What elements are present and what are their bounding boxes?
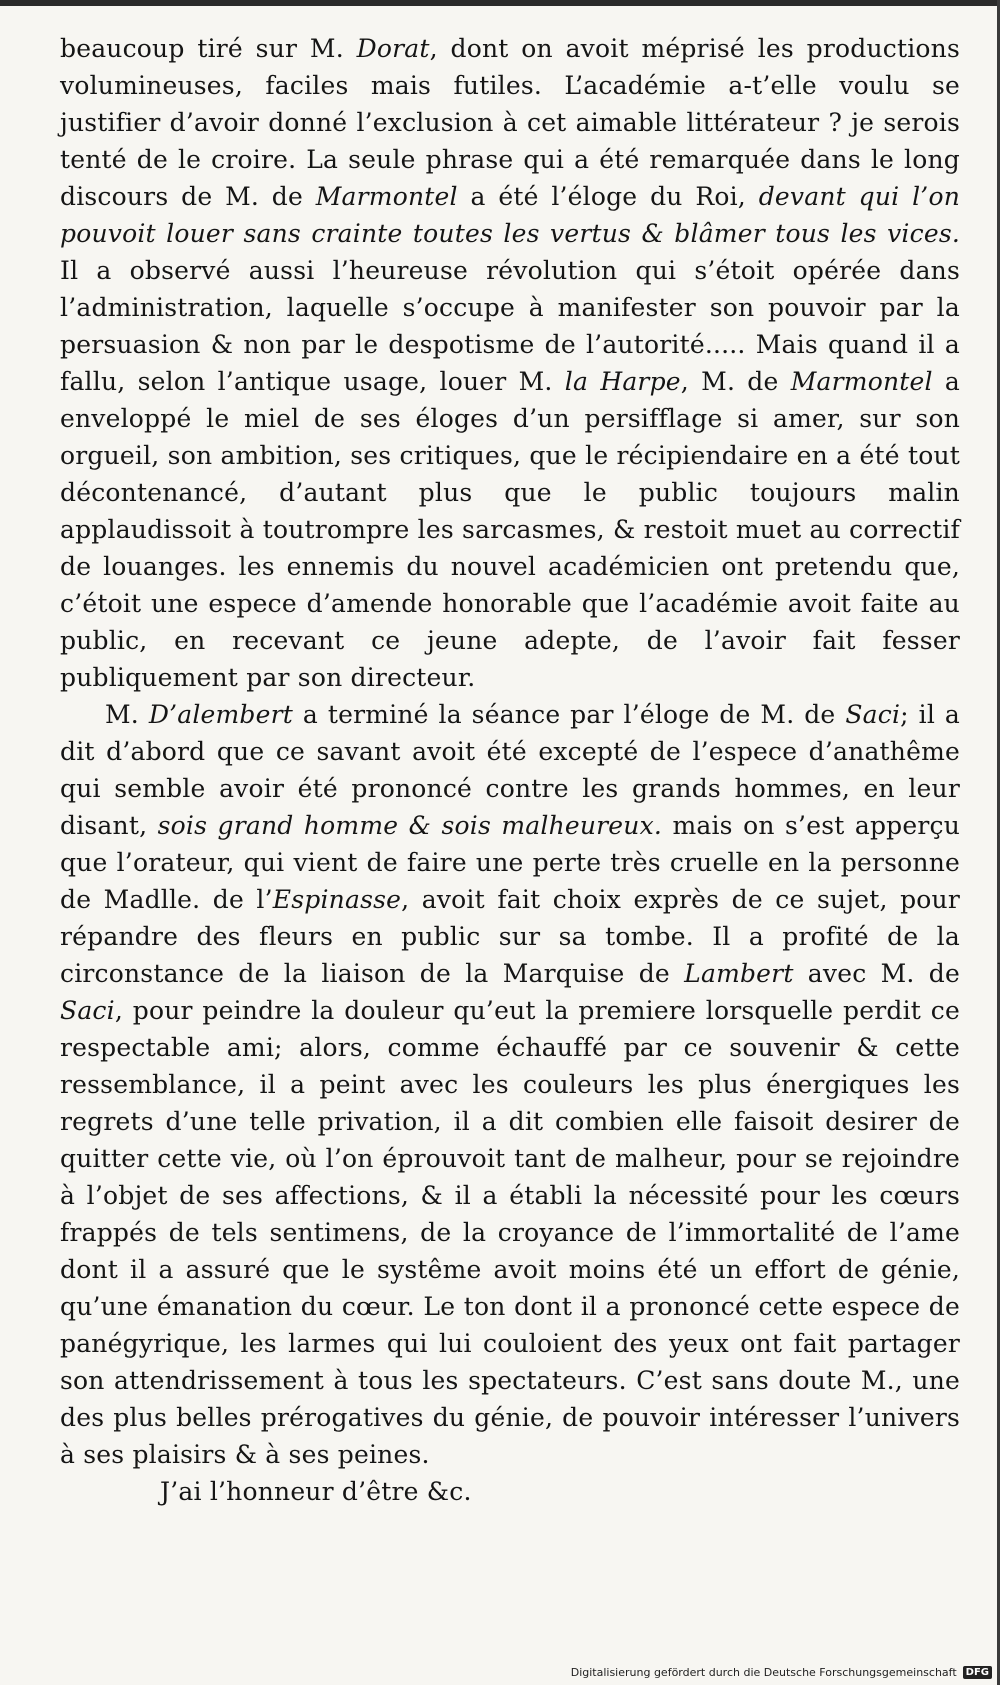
italic-name: devant qui l’on pouvoit louer sans crainte toutes les vertus & blâmer tous les vices. [60,182,961,248]
paragraph: beaucoup tiré sur M. Dorat, dont on avoit méprisé les productions volumineuses, faciles mais futiles. L’académie a-t’elle voulu se justifier d’avoir donné l’exclusion à cet aimable littérateur ? je serois tenté de le croire. La seule phrase qui a été remarquée dans le long discours de M. de Marmontel a été l’éloge du Roi, devant qui l’on pouvoit louer sans crainte toutes les vertus & blâmer tous les vices. Il a observé aussi l’heureuse révolution qui s’étoit opérée dans l’administration, laquelle s’occupe à manifester son pouvoir par la persuasion & non par le despotisme de l’autorité..... Mais quand il a fallu, selon l’antique usage, louer M. la Harpe, M. de Marmontel a enveloppé le miel de ses éloges d’un persifflage si amer, sur son orgueil, son ambition, ses critiques, que le récipiendaire en a été tout décontenancé, d’autant plus que le public toujours malin applaudissoit à toutrompre les sarcasmes, & restoit muet au correctif de louanges. les ennemis du nouvel académicien ont pretendu que, c’étoit une espece d’amende honorable que l’académie avoit faite au public, en recevant ce jeune adepte, de l’avoir fait fesser publiquement par son directeur. [60,34,961,692]
digitization-footer [571,1666,992,1679]
paragraph: M. D’alembert a terminé la séance par l’éloge de M. de Saci; il a dit d’abord que ce savant avoit été excepté de l’espece d’anathême qui semble avoir été prononcé contre les grands hommes, en leur disant, sois grand homme & sois malheureux. mais on s’est apperçu que l’orateur, qui vient de faire une perte très cruelle en la personne de Madlle. de l’Espinasse, avoit fait choix exprès de ce sujet, pour répandre des fleurs en public sur sa tombe. Il a profité de la circonstance de la liaison de la Marquise de Lambert avec M. de Saci, pour peindre la douleur qu’eut la premiere lorsquelle perdit ce respectable ami; alors, comme échauffé par ce souvenir & cette ressemblance, il a peint avec les couleurs les plus énergiques les regrets d’une telle privation, il a dit combien elle faisoit desirer de quitter cette vie, où l’on éprouvoit tant de malheur, pour se rejoindre à l’objet de ses affections, & il a établi la nécessité pour les cœurs frappés de tels sentimens, de la croyance de l’immortalité de l’ame dont il a assuré que le systême avoit moins été un effort de génie, qu’une émanation du cœur. Le ton dont il a prononcé cette espece de panégyrique, les larmes qui lui couloient des yeux ont fait partager son attendrissement à tous les spectateurs. C’est sans doute M., une des plus belles prérogatives du génie, de pouvoir intéresser l’univers à ses plaisirs & à ses peines. [60,700,961,1469]
italic-name: Espinasse [272,885,402,914]
italic-name: sois grand homme & sois malheureux. [157,811,663,840]
page-body [60,30,960,1510]
italic-name: Marmontel [790,367,933,396]
dfg-logo-icon: DFG [963,1666,992,1679]
italic-name: D’alembert [148,700,294,729]
closing-formula: J’ai l’honneur d’être &c. [160,1477,472,1506]
italic-name: Saci [60,996,115,1025]
italic-name: Lambert [684,959,794,988]
italic-name: Saci [845,700,901,729]
italic-name: Dorat [356,34,430,63]
italic-name: la Harpe [564,367,681,396]
italic-name: Marmontel [315,182,458,211]
footer-credit: Digitalisierung gefördert durch die Deutsche Forschungsgemeinschaft [570,1666,957,1679]
top-edge-shadow [0,0,1000,6]
